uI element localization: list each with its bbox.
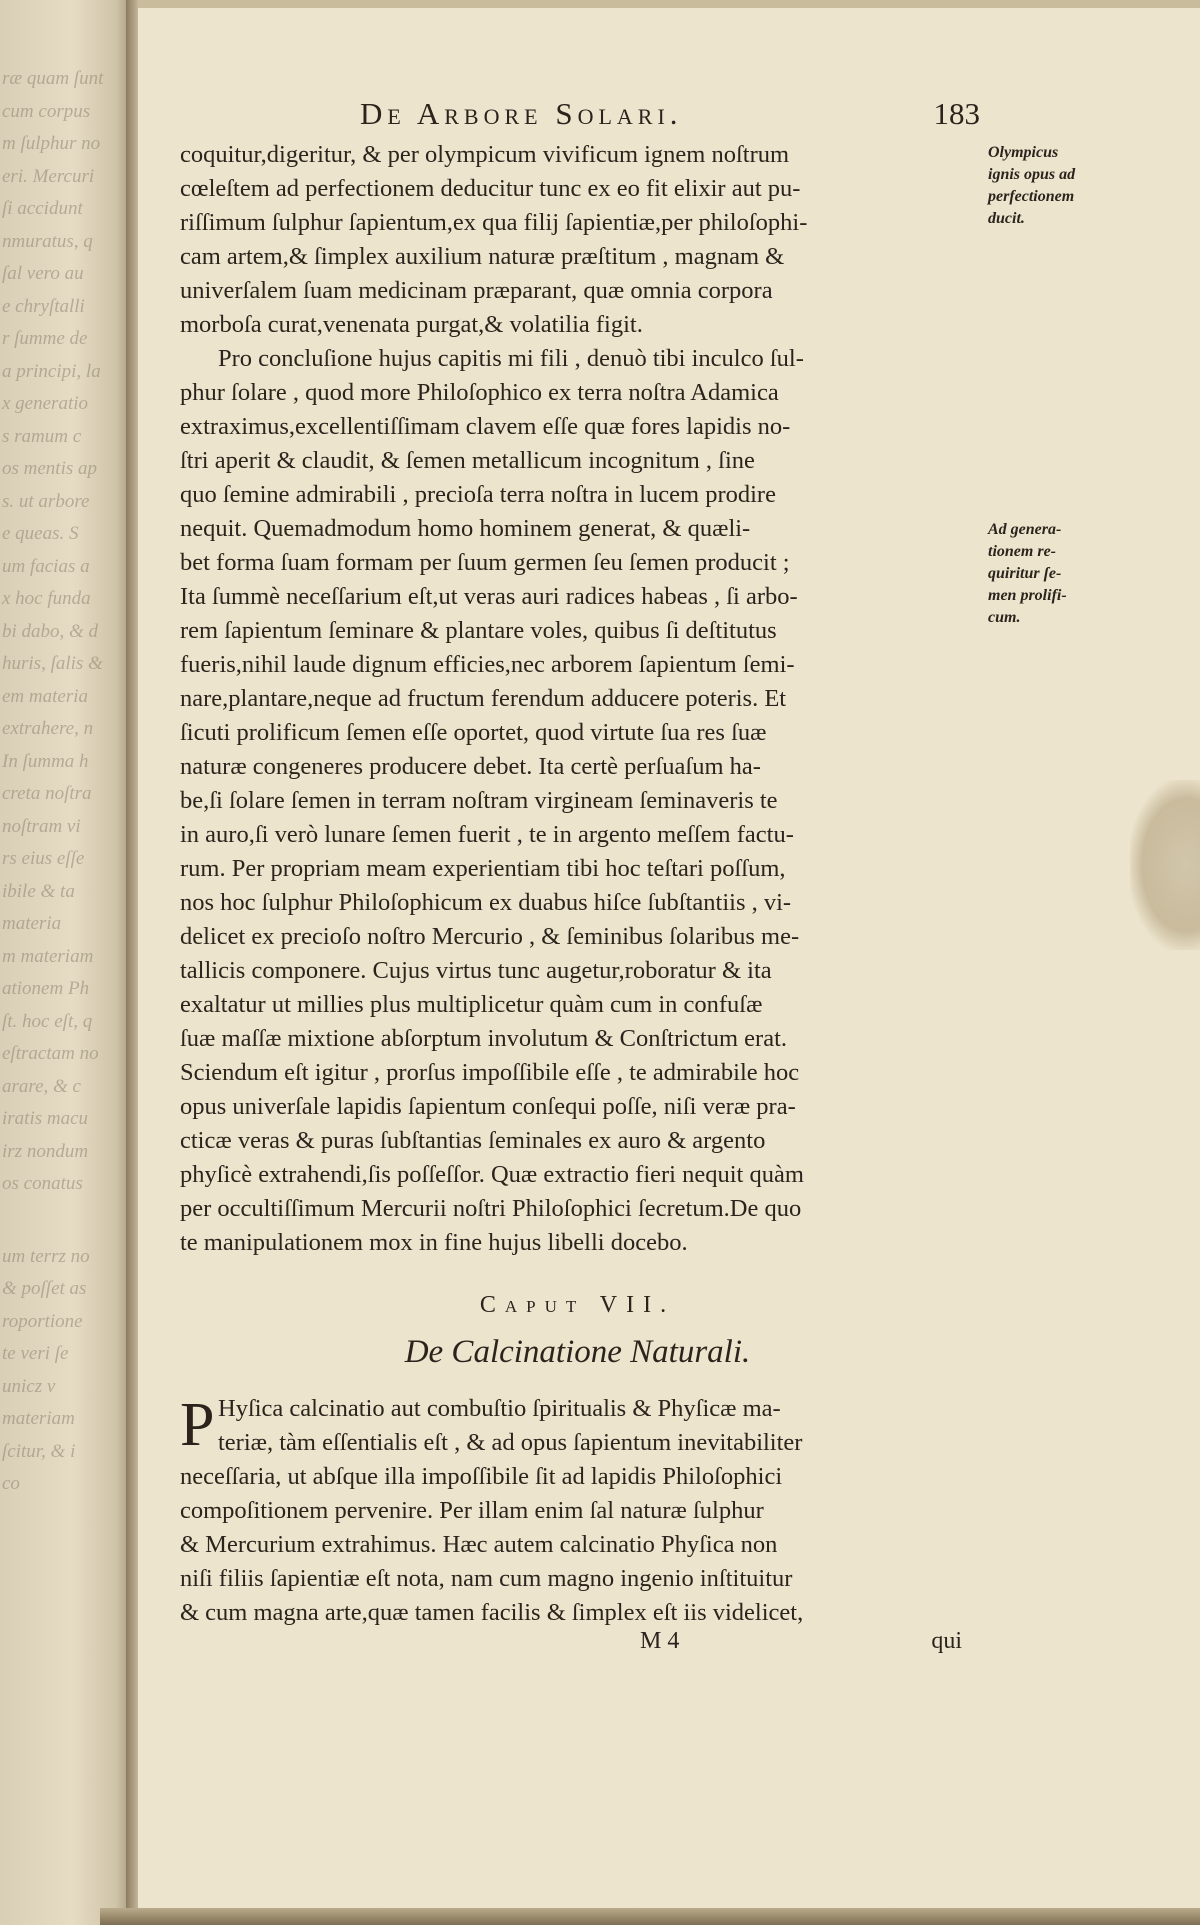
text-line: phyſicè extrahendi,ſis poſſeſſor. Quæ extractio fieri nequit quàm — [180, 1161, 804, 1188]
page-footer — [640, 1628, 980, 1662]
text-line: coquitur,digeritur, & per olympicum vivificum ignem noſtrum — [180, 141, 790, 168]
facing-page-fragment: noſtram vi — [2, 815, 81, 837]
facing-page-fragment: os conatus — [2, 1173, 83, 1194]
facing-page-fragment: e chryſtalli — [2, 295, 85, 317]
text-line: ſuæ maſſæ mixtione abſorptum involutum & Conſtrictum erat. — [180, 1025, 787, 1052]
facing-page-fragment: m ſulphur no — [2, 133, 101, 154]
text-line: phur ſolare , quod more Philoſophico ex terra noſtra Adamica — [180, 379, 779, 406]
text-line: naturæ congeneres producere debet. Ita certè perſuaſum ha- — [180, 753, 761, 780]
facing-page-fragment: arare, & c — [2, 1075, 81, 1097]
margin-note-line: ignis opus ad — [988, 166, 1076, 183]
text-line: rum. Per propriam meam experientiam tibi hoc teſtari poſſum, — [180, 855, 786, 882]
text-line: & cum magna arte,quæ tamen facilis & ſimplex eſt iis videlicet, — [180, 1599, 804, 1626]
text-line: per occultiſſimum Mercurii noſtri Philoſophici ſecretum.De quo — [180, 1195, 802, 1222]
margin-note-line: tionem re- — [988, 543, 1056, 560]
facing-page-fragment: materia — [2, 913, 62, 934]
page-header — [360, 96, 980, 140]
text-line: rem ſapientum ſeminare & plantare voles, quibus ſi deſtitutus — [180, 617, 777, 644]
facing-page-fragment: x generatio — [2, 393, 89, 414]
margin-note-line: men prolifi- — [988, 587, 1067, 604]
facing-page-fragment: ibile & ta — [2, 880, 75, 902]
text-line: cticæ veras & puras ſubſtantias ſeminales ex auro & argento — [180, 1127, 766, 1154]
margin-note-line: ducit. — [988, 210, 1025, 227]
facing-page-fragment: r ſumme de — [2, 328, 88, 349]
margin-note-line: cum. — [988, 609, 1021, 626]
text-line: neceſſaria, ut abſque illa impoſſibile ſit ad lapidis Philoſophici — [180, 1463, 783, 1490]
page-top-edge — [138, 0, 1200, 8]
facing-page-fragment: eſtractam no — [2, 1043, 99, 1064]
text-line: te manipulationem mox in fine hujus libelli docebo. — [180, 1229, 688, 1256]
text-line: opus univerſale lapidis ſapientum conſequi poſſe, niſi veræ pra- — [180, 1093, 796, 1120]
facing-page-fragment: iratis macu — [2, 1108, 89, 1129]
facing-page-fragment: s. ut arbore — [2, 490, 90, 512]
facing-page — [0, 0, 132, 1925]
facing-page-fragment: irz nondum — [2, 1140, 89, 1162]
facing-page-fragment: ræ quam ſunt — [2, 68, 104, 89]
facing-page-fragment: te veri ſe — [2, 1343, 69, 1364]
margin-note-line: quiritur ſe- — [988, 565, 1062, 582]
facing-page-fragment: ſi accidunt — [2, 198, 83, 219]
facing-page-fragment: ationem Ph — [2, 978, 90, 999]
facing-page-fragment: x hoc funda — [2, 588, 91, 609]
text-line: niſi filiis ſapientiæ eſt nota, nam cum magno ingenio inſtituitur — [180, 1565, 793, 1592]
margin-note-olympicus — [988, 142, 1138, 230]
text-line: ſicuti prolificum ſemen eſſe oportet, quod virtute ſua res ſuæ — [180, 719, 767, 746]
text-line: nare,plantare,neque ad fructum ferendum adducere poteris. Et — [180, 685, 787, 712]
facing-page-fragment: os mentis ap — [2, 458, 97, 479]
facing-page-fragment: co — [2, 1473, 20, 1494]
facing-page-fragment: a principi, la — [2, 360, 101, 382]
text-line: & Mercurium extrahimus. Hæc autem calcinatio Phyſica non — [180, 1531, 778, 1558]
text-line: Sciendum eſt igitur , prorſus impoſſibile eſſe , te admirabile hoc — [180, 1059, 800, 1086]
paper-stain — [1130, 780, 1200, 950]
text-line: Ita ſummè neceſſarium eſt,ut veras auri radices habeas , ſi arbo- — [180, 583, 798, 610]
facing-page-fragment: In ſumma h — [2, 750, 89, 772]
text-line: cœleſtem ad perfectionem deducitur tunc ex eo fit elixir aut pu- — [180, 175, 801, 202]
signature-mark: M 4 — [640, 1628, 680, 1654]
chapter-heading: Caput VII. — [479, 1292, 676, 1318]
facing-page-fragment: materiam — [2, 1408, 75, 1429]
facing-page-fragment: bi dabo, & d — [2, 620, 99, 642]
text-line: exaltatur ut millies plus multiplicetur quàm cum in confuſæ — [180, 991, 763, 1018]
page-bottom-edge — [100, 1908, 1200, 1925]
text-line: teriæ, tàm eſſentialis eſt , & ad opus ſapientum inevitabiliter — [218, 1429, 803, 1456]
text-line: compoſitionem pervenire. Per illam enim ſal naturæ ſulphur — [180, 1497, 764, 1524]
facing-page-fragment: ſcitur, & i — [2, 1440, 76, 1462]
facing-page-fragment: unicz v — [2, 1375, 56, 1397]
facing-page-fragment: & poſſet as — [2, 1278, 87, 1299]
facing-page-fragment: um facias a — [2, 555, 90, 577]
margin-note-line: Ad genera- — [988, 521, 1062, 538]
facing-page-fragment: s ramum c — [2, 425, 82, 447]
text-line: fueris,nihil laude dignum efficies,nec arborem ſapientum ſemi- — [180, 651, 795, 678]
text-line: Hyſica calcinatio aut combuſtio ſpiritualis & Phyſicæ ma- — [218, 1395, 781, 1422]
facing-page-fragment: roportione — [2, 1310, 83, 1332]
facing-page-fragment: eri. Mercuri — [2, 165, 95, 187]
body-text — [180, 138, 975, 1260]
text-line: morboſa curat,venenata purgat,& volatilia figit. — [180, 311, 643, 338]
facing-page-fragment: nmuratus, q — [2, 230, 93, 252]
text-line: cam artem,& ſimplex auxilium naturæ præſtitum , magnam & — [180, 243, 785, 270]
facing-page-fragment: ſal vero au — [2, 263, 84, 284]
text-line: riſſimum ſulphur ſapientum,ex qua filij ſapientiæ,per philoſophi- — [180, 209, 808, 236]
text-line: bet forma ſuam formam per ſuum germen ſeu ſemen producit ; — [180, 549, 790, 576]
chapter-subtitle: De Calcinatione Naturali. — [404, 1334, 751, 1370]
facing-page-fragment: cum corpus — [2, 100, 91, 122]
drop-cap: P — [180, 1391, 215, 1459]
facing-page-fragment: ſt. hoc eſt, q — [2, 1010, 93, 1032]
text-line: extraximus,excellentiſſimam clavem eſſe quæ fores lapidis no- — [180, 413, 791, 440]
text-line: tallicis componere. Cujus virtus tunc augetur,roboratur & ita — [180, 957, 772, 984]
facing-page-fragment: huris, ſalis & — [2, 653, 103, 674]
page-number: 183 — [933, 96, 980, 131]
running-title: De Arbore Solari. — [360, 96, 683, 131]
text-line: univerſalem ſuam medicinam præparant, quæ omnia corpora — [180, 277, 773, 304]
text-line: nos hoc ſulphur Philoſophicum ex duabus hiſce ſubſtantiis , vi- — [180, 889, 792, 916]
catchword: qui — [931, 1628, 962, 1654]
facing-page-fragment: extrahere, n — [2, 718, 94, 739]
margin-note-line: perfectionem — [988, 188, 1075, 205]
facing-page-fragment: creta noſtra — [2, 783, 92, 804]
text-line: quo ſemine admirabili , precioſa terra noſtra in lucem prodire — [180, 481, 776, 508]
text-line: in auro,ſi verò lunare ſemen fuerit , te in argento meſſem factu- — [180, 821, 794, 848]
text-line: delicet ex precioſo noſtro Mercurio , & ſeminibus ſolaribus me- — [180, 923, 800, 950]
margin-note-ad-generationem — [988, 519, 1138, 629]
facing-page-fragment: m materiam — [2, 945, 94, 967]
facing-page-fragment: e queas. S — [2, 523, 79, 544]
text-line: Pro concluſione hujus capitis mi fili , denuò tibi inculco ſul- — [218, 345, 804, 372]
facing-page-fragment: em materia — [2, 685, 89, 707]
facing-page-fragment: rs eius eſſe — [2, 848, 85, 869]
text-line: nequit. Quemadmodum homo hominem generat, & quæli- — [180, 515, 751, 542]
facing-page-fragment: um terrz no — [2, 1245, 90, 1267]
chapter-text — [180, 1392, 975, 1630]
text-line: ſtri aperit & claudit, & ſemen metallicum incognitum , ſine — [180, 447, 755, 474]
margin-note-line: Olympicus — [988, 144, 1059, 161]
text-line: be,ſi ſolare ſemen in terram noſtram virgineam ſeminaveris te — [180, 787, 778, 814]
